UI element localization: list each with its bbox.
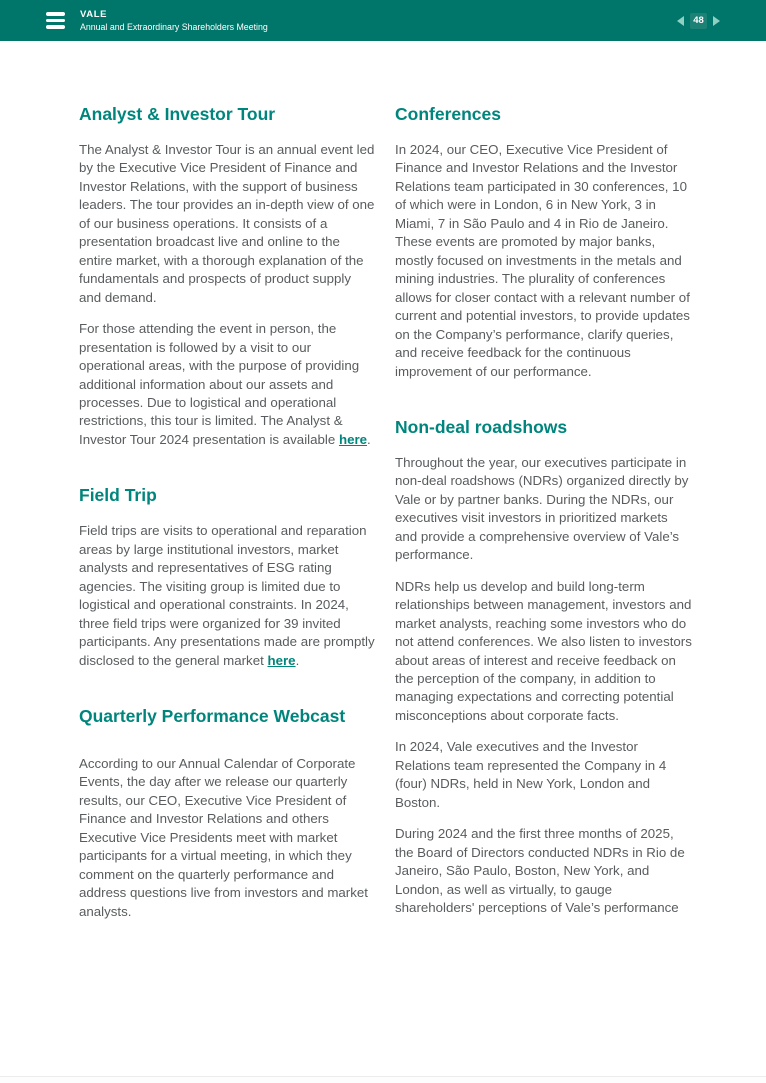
paragraph: NDRs help us develop and build long-term relationships between management, investors and market analysts, reaching some investors who do not attend conferences. We also listen to investors about areas of interest and receive feedback on the perception of the company, in addition to managing expectations and correcting potential misconceptions about corporate facts. xyxy=(395,578,692,723)
paragraph-text: . xyxy=(295,652,300,668)
page-navigation xyxy=(675,13,722,29)
page-content xyxy=(0,41,766,934)
paragraph: During 2024 and the first three months of 2025, the Board of Directors conducted NDRs in Rio de Janeiro, São Paulo, Boston, New York, and London, as well as virtually, to gauge shareholders' perceptions of Vale’s performance xyxy=(395,826,685,916)
paragraph: Throughout the year, our executives participate in non-deal roadshows (NDRs) organized directly by Vale or by partner banks. During the NDRs, our executives visit investors in prioritized markets and provide a comprehensive overview of Vale’s performance. xyxy=(395,454,689,563)
header-left-group xyxy=(44,9,268,32)
section-heading-field-trip: Field Trip xyxy=(79,485,157,506)
paragraph-text: . xyxy=(367,431,371,447)
tour-presentation-here-link[interactable]: here xyxy=(338,431,368,447)
field-trip-here-link[interactable]: here xyxy=(267,652,296,668)
paragraph-text: Field trips are visits to operational and reparation areas by large institutional investors, market analysts and representatives of ESG rating agencies. The visiting group is limited due to logistical and operational constraints. In 2024, three field trips were organized for 39 invited participants. Any presentations made are promptly disclosed to the general market xyxy=(79,523,375,668)
brand-title: VALE xyxy=(80,9,108,20)
section-analyst-investor-tour xyxy=(79,104,376,449)
next-page-button[interactable] xyxy=(711,14,722,28)
paragraph xyxy=(79,522,376,670)
right-column xyxy=(395,104,692,934)
left-column xyxy=(79,104,376,934)
paragraph: In 2024, our CEO, Executive Vice President of Finance and Investor Relations and the Investor Relations team participated in 30 conferences, 10 of which were in London, 6 in New York, 3 in Miami, 7 in São Paulo and 4 in Rio de Janeiro. These events are promoted by major banks, mostly focused on investments in the metals and mining industries. The plurality of conferences allows for closer contact with a relevant number of current and potential investors, to provide updates on the Company’s performance, clarify queries, and receive feedback for the continuous improvement of our performance. xyxy=(395,141,690,379)
paragraph: The Analyst & Investor Tour is an annual event led by the Executive Vice President of Finance and Investor Relations, with the support of business leaders. The tour provides an in-depth view of one of our business operations. It consists of a presentation broadcast live and online to the entire market, with a thorough explanation of the fundamentals and prospects of product supply and demand. xyxy=(79,141,375,305)
section-conferences xyxy=(395,104,692,381)
previous-page-button[interactable] xyxy=(675,14,686,28)
paragraph xyxy=(79,320,376,449)
paragraph: In 2024, Vale executives and the Investor Relations team represented the Company in 4 (four) NDRs, held in New York, London and Boston. xyxy=(395,739,667,810)
hamburger-menu-button[interactable] xyxy=(44,10,67,31)
top-header-bar xyxy=(0,0,766,41)
brand-block xyxy=(80,9,268,32)
left-arrow-icon xyxy=(677,16,684,26)
paragraph: According to our Annual Calendar of Corporate Events, the day after we release our quarterly results, our CEO, Executive Vice President of Finance and Investor Relations and others Executive Vice Presidents meet with market participants for a virtual meeting, in which they comment on the quarterly performance and address questions live from investors and market analysts. xyxy=(79,755,368,919)
hamburger-icon xyxy=(46,12,65,29)
section-heading-conferences: Conferences xyxy=(395,104,502,124)
section-quarterly-performance-webcast xyxy=(79,706,376,921)
right-arrow-icon xyxy=(713,16,720,26)
section-heading-analyst-investor-tour: Analyst & Investor Tour xyxy=(79,104,276,124)
section-heading-non-deal-roadshows: Non-deal roadshows xyxy=(395,416,568,437)
page-number-badge: 48 xyxy=(690,13,707,29)
section-heading-quarterly-performance-webcast: Quarterly Performance Webcast xyxy=(79,706,346,726)
section-field-trip xyxy=(79,485,376,670)
section-non-deal-roadshows xyxy=(395,417,692,918)
paragraph-text: For those attending the event in person, the presentation is followed by a visit to our operational areas, with the purpose of providing additional information about our assets and processes. Due to logistical and operational restrictions, this tour is limited. The Analyst & Investor Tour 2024 presentation is available xyxy=(79,321,360,447)
page-bottom-edge xyxy=(0,1076,766,1083)
document-subtitle: Annual and Extraordinary Shareholders Meeting xyxy=(80,22,268,32)
